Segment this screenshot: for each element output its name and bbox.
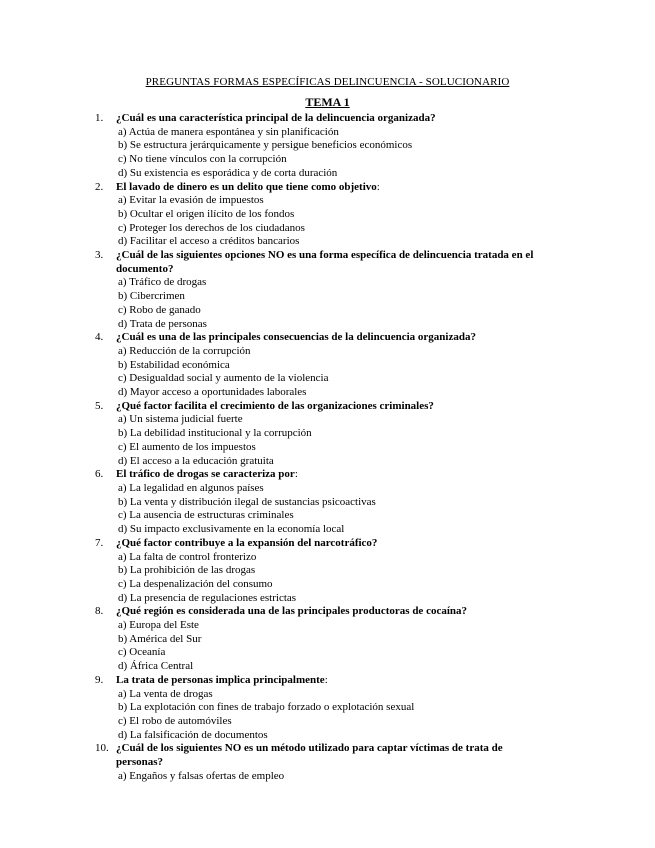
answer-option: a) La venta de drogas [118,687,213,700]
question-item [0,331,655,400]
question-text [116,112,536,126]
answer-option: b) Estabilidad económica [118,358,230,371]
answer-option: d) Su impacto exclusivamente en la economía local [118,523,345,536]
document-title: PREGUNTAS FORMAS ESPECÍFICAS DELINCUENCIA - SOLUCIONARIO [145,76,510,88]
question-number: 5. [95,399,104,412]
document-subtitle: TEMA 1 [305,95,350,109]
question-text [116,249,536,276]
question-statement: El lavado de dinero es un delito que tiene como objetivo [116,180,377,193]
question-item [0,468,655,537]
question-text [116,742,536,769]
question-statement: ¿Qué factor contribuye a la expansión del narcotráfico? [116,536,378,549]
answer-option: c) Oceanía [118,646,166,659]
answer-option: a) Reducción de la corrupción [118,344,251,357]
answer-option: d) Trata de personas [118,317,207,330]
question-statement: ¿Qué región es considerada una de las principales productoras de cocaína? [116,605,468,618]
question-number: 4. [95,331,104,344]
answer-option: d) La presencia de regulaciones estrictas [118,591,297,604]
question-item [0,674,655,743]
answer-option: c) El aumento de los impuestos [118,440,256,453]
question-colon: : [294,468,298,481]
answer-option: c) La despenalización del consumo [118,577,273,590]
question-number: 2. [95,180,104,193]
question-colon: : [376,180,380,193]
answer-option: b) América del Sur [118,632,202,645]
answer-option: c) Desigualdad social y aumento de la violencia [118,372,329,385]
answer-option: d) Su existencia es esporádica y de corta duración [118,166,338,179]
question-item [0,400,655,469]
question-item [0,537,655,606]
answer-option: d) Facilitar el acceso a créditos bancarios [118,235,300,248]
answer-option: a) Actúa de manera espontánea y sin planificación [118,125,339,138]
answer-option: b) Se estructura jerárquicamente y persigue beneficios económicos [118,139,413,152]
answer-option: d) África Central [118,660,194,673]
answer-option: b) Cibercrimen [118,290,185,303]
question-number: 8. [95,605,104,618]
question-item [0,742,655,783]
question-number: 6. [95,468,104,481]
question-item [0,181,655,250]
question-colon: : [324,673,328,686]
answer-option: b) La venta y distribución ilegal de sustancias psicoactivas [118,495,376,508]
answer-option: a) Un sistema judicial fuerte [118,413,243,426]
question-statement: ¿Cuál es una característica principal de la delincuencia organizada? [116,112,436,124]
question-item [0,112,655,181]
answer-option: d) La falsificación de documentos [118,728,268,741]
question-list [0,112,655,783]
question-number: 7. [95,536,104,549]
question-statement: ¿Cuál de las siguientes opciones NO es una forma específica de delincuencia tratada en el documento? [116,249,534,275]
answer-option: a) Evitar la evasión de impuestos [118,194,264,207]
answer-option: b) La explotación con fines de trabajo forzado o explotación sexual [118,701,415,714]
question-text [116,400,536,414]
answer-option: c) Robo de ganado [118,303,201,316]
question-statement: El tráfico de drogas se caracteriza por [116,468,295,481]
question-statement: ¿Cuál de los siguientes NO es un método utilizado para captar víctimas de trata de personas? [116,742,503,769]
answer-option: a) Europa del Este [118,619,199,632]
answer-option: d) El acceso a la educación gratuita [118,454,274,467]
answer-option: d) Mayor acceso a oportunidades laborales [118,386,307,399]
answer-option: c) No tiene vínculos con la corrupción [118,153,287,166]
answer-option: a) Engaños y falsas ofertas de empleo [118,769,285,782]
question-number: 3. [95,249,104,262]
question-number: 10. [95,742,109,755]
answer-option: c) El robo de automóviles [118,714,232,727]
answer-option: b) La debilidad institucional y la corrupción [118,427,312,440]
question-text [116,674,536,688]
question-statement: ¿Qué factor facilita el crecimiento de las organizaciones criminales? [116,399,434,412]
question-text [116,537,536,551]
question-text [116,605,536,619]
answer-option: a) Tráfico de drogas [118,276,207,289]
question-statement: La trata de personas implica principalmente [116,673,325,686]
question-number: 9. [95,673,104,686]
question-item [0,605,655,674]
question-item [0,249,655,331]
answer-option: b) La prohibición de las drogas [118,564,256,577]
question-text [116,181,536,195]
question-text [116,331,536,345]
answer-option: c) Proteger los derechos de los ciudadanos [118,221,305,234]
question-text [116,468,536,482]
answer-option: a) La legalidad en algunos países [118,481,264,494]
question-statement: ¿Cuál es una de las principales consecuencias de la delincuencia organizada? [116,331,476,344]
answer-option: b) Ocultar el origen ilícito de los fondos [118,207,295,220]
question-number: 1. [95,112,104,124]
answer-option: a) La falta de control fronterizo [118,550,257,563]
answer-option: c) La ausencia de estructuras criminales [118,509,294,522]
